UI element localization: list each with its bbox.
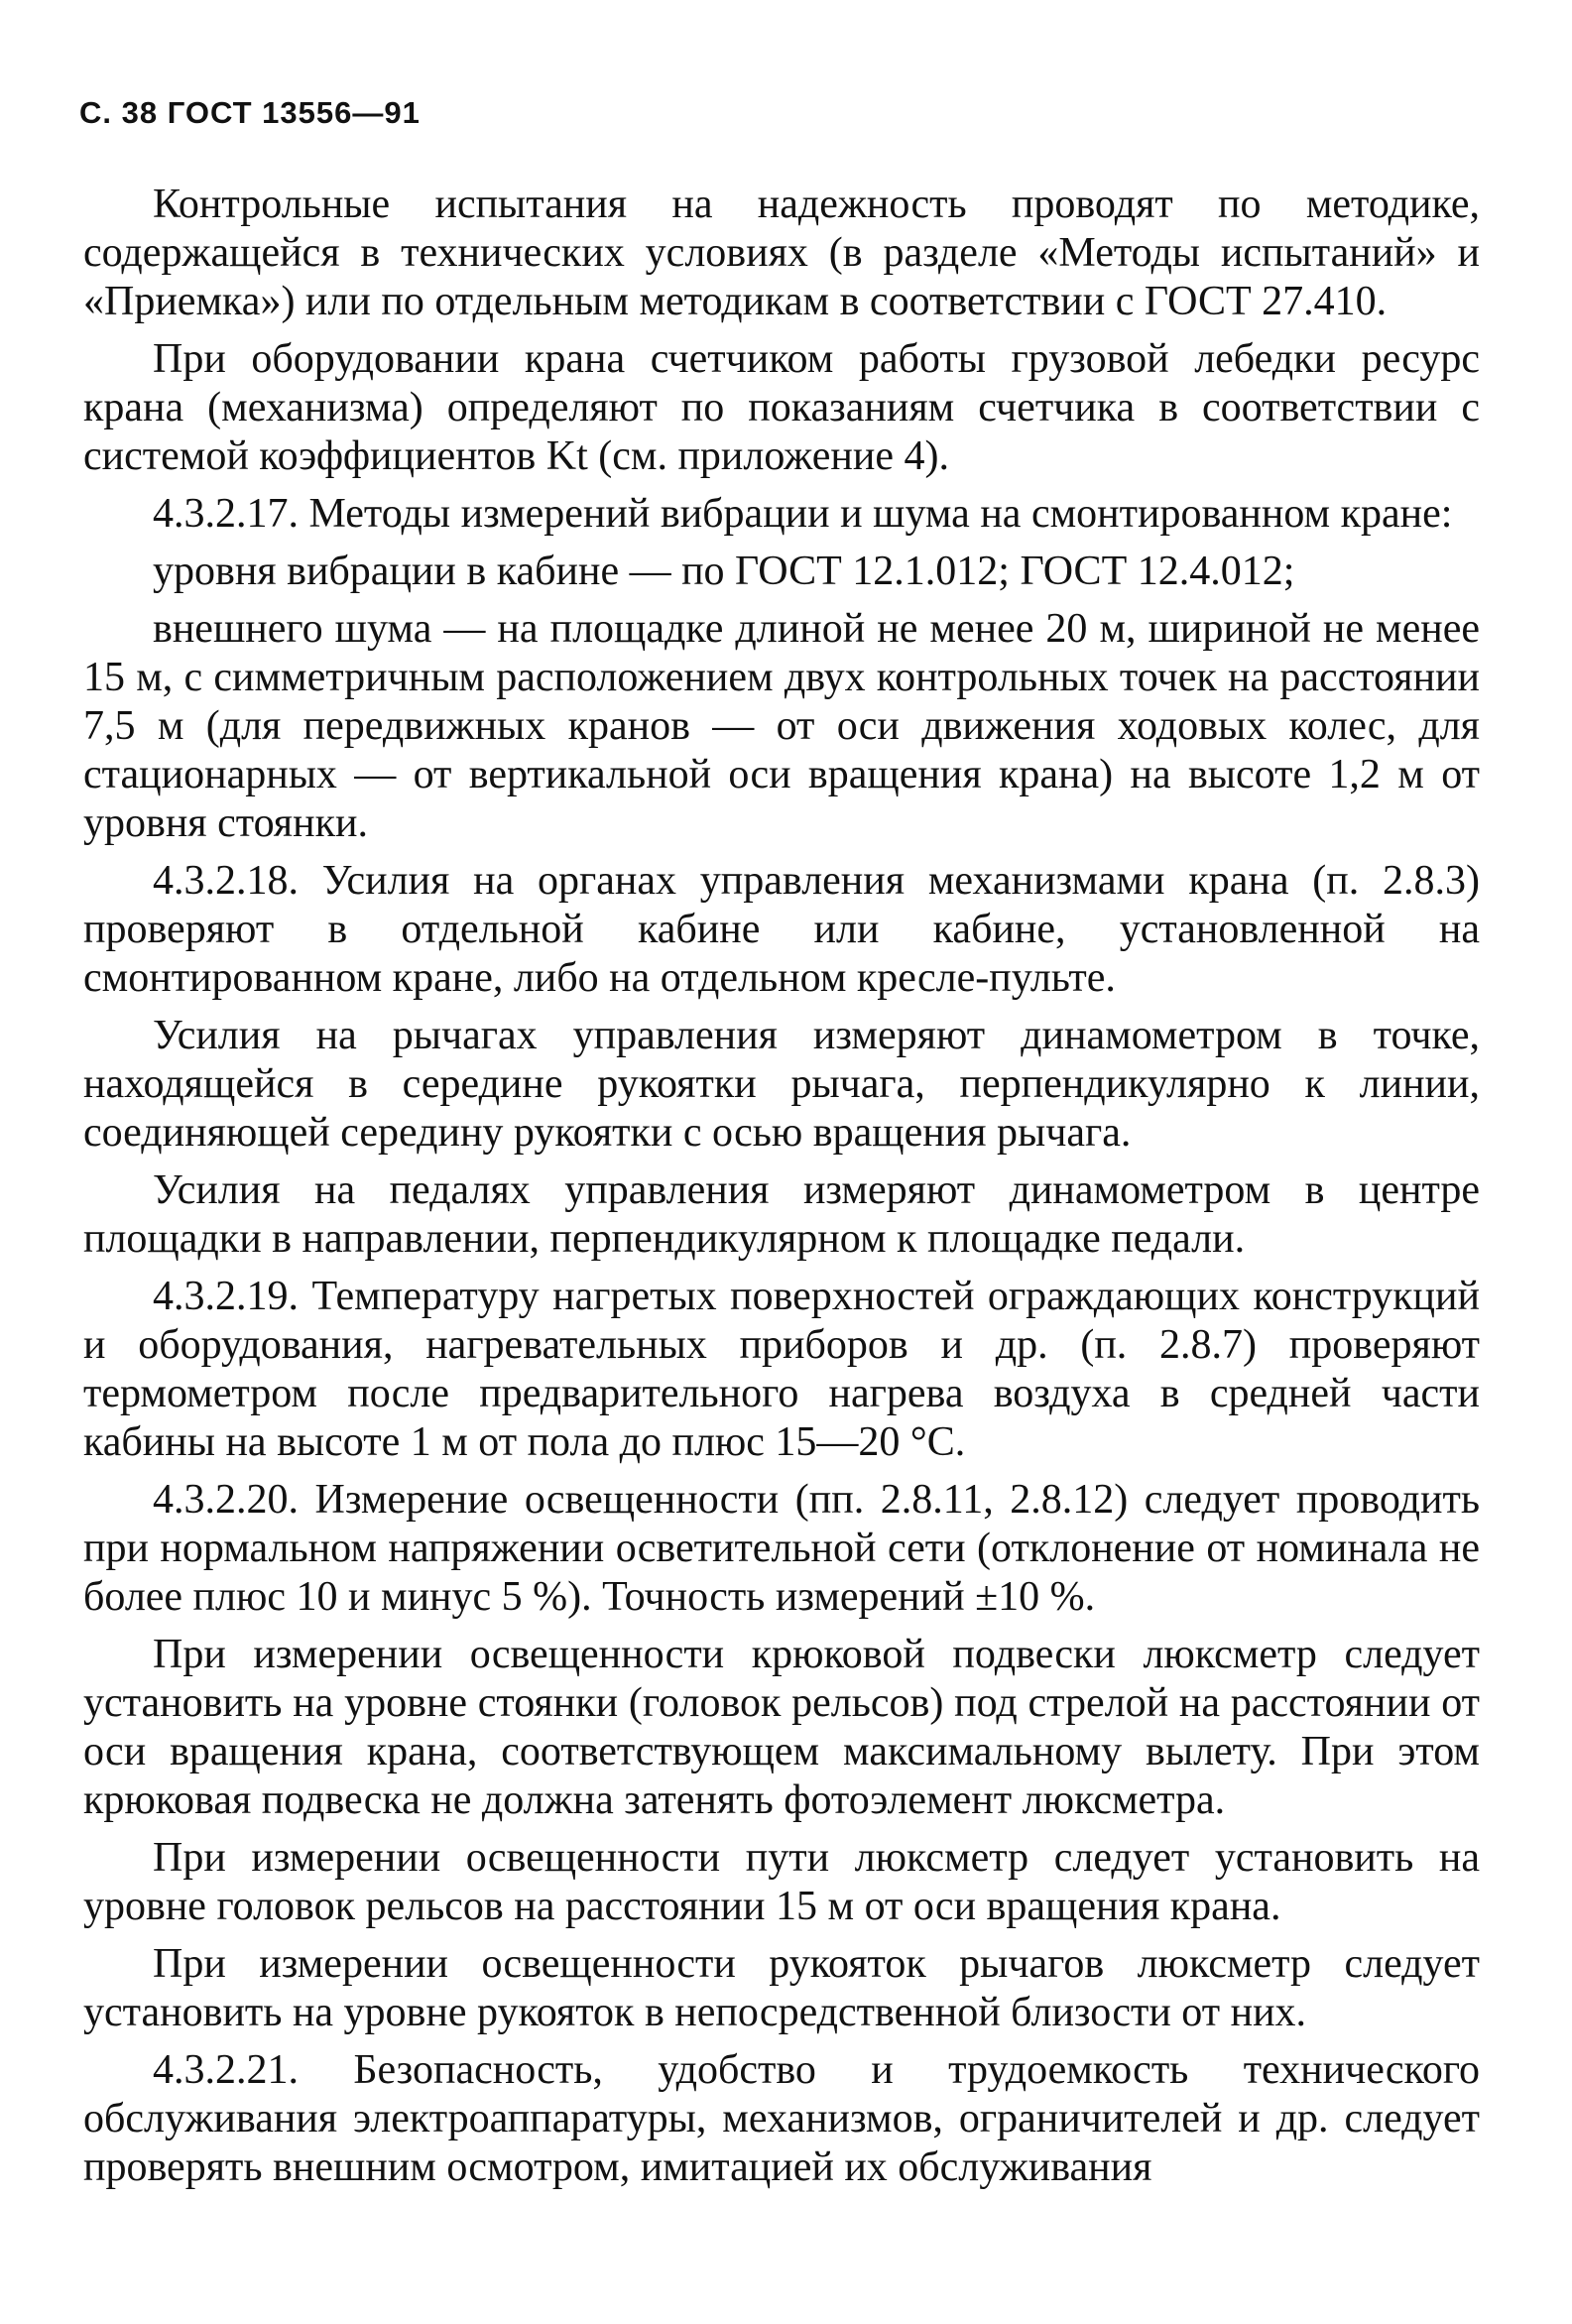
paragraph: Усилия на рычагах управления измеряют динамометром в точке, находящейся в середине рукоятки рычага, перпендикулярно к линии, соединяющей середину рукоятки с осью вращения рычага.	[83, 1013, 1480, 1156]
paragraph: Усилия на педалях управления измеряют динамометром в центре площадки в направлении, перпендикулярном к площадке педали.	[83, 1167, 1480, 1262]
paragraph: внешнего шума — на площадке длиной не менее 20 м, шириной не менее 15 м, с симметричным расположением двух контрольных точек на расстоянии 7,5 м (для передвижных кранов — от оси движения ходовых колес, для стационарных — от вертикальной оси вращения крана) на высоте 1,2 м от уровня стоянки.	[83, 606, 1480, 846]
paragraph: При оборудовании крана счетчиком работы грузовой лебедки ресурс крана (механизма) определяют по показаниям счетчика в соответствии с системой коэффициентов Kt (см. приложение 4).	[83, 336, 1480, 479]
paragraph: При измерении освещенности пути люксметр следует установить на уровне головок рельсов на расстоянии 15 м от оси вращения крана.	[83, 1835, 1480, 1929]
paragraph: При измерении освещенности крюковой подвески люксметр следует установить на уровне стоянки (головок рельсов) под стрелой на расстоянии от оси вращения крана, соответствующем максимальному вылету. При этом крюковая подвеска не должна затенять фотоэлемент люксметра.	[83, 1632, 1480, 1823]
paragraph: При измерении освещенности рукояток рычагов люксметр следует установить на уровне рукояток в непосредственной близости от них.	[83, 1941, 1480, 2035]
paragraph: Контрольные испытания на надежность проводят по методике, содержащейся в технических условиях (в разделе «Методы испытаний» и «Приемка») или по отдельным методикам в соответствии с ГОСТ 27.410.	[83, 182, 1480, 324]
page-header: С. 38 ГОСТ 13556—91	[79, 95, 421, 130]
paragraph: 4.3.2.17. Методы измерений вибрации и шума на смонтированном кране:	[153, 491, 1453, 537]
paragraph: 4.3.2.19. Температуру нагретых поверхностей ограждающих конструкций и оборудования, нагревательных приборов и др. (п. 2.8.7) проверяют термометром после предварительного нагрева воздуха в средней части кабины на высоте 1 м от пола до плюс 15—20 °С.	[83, 1274, 1480, 1465]
paragraph: 4.3.2.18. Усилия на органах управления механизмами крана (п. 2.8.3) проверяют в отдельной кабине или кабине, установленной на смонтированном кране, либо на отдельном кресле-пульте.	[83, 858, 1480, 1001]
document-body	[83, 181, 1480, 2201]
paragraph: 4.3.2.20. Измерение освещенности (пп. 2.8.11, 2.8.12) следует проводить при нормальном напряжении осветительной сети (отклонение от номинала не более плюс 10 и минус 5 %). Точность измерений ±10 %.	[83, 1477, 1480, 1620]
paragraph: уровня вибрации в кабине — по ГОСТ 12.1.012; ГОСТ 12.4.012;	[153, 549, 1295, 594]
paragraph: 4.3.2.21. Безопасность, удобство и трудоемкость технического обслуживания электроаппаратуры, механизмов, ограничителей и др. следует проверять внешним осмотром, имитацией их обслуживания	[83, 2047, 1480, 2190]
